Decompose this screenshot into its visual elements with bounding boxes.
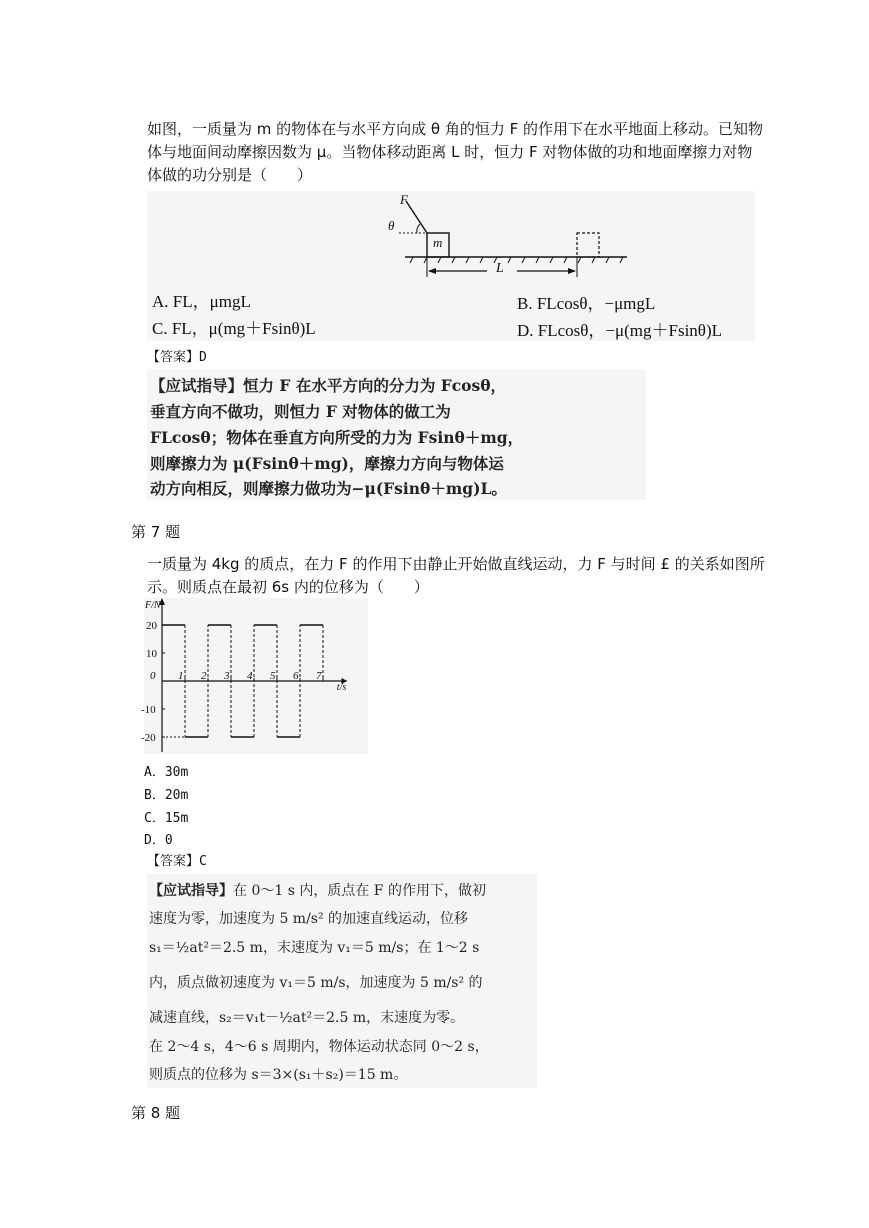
x-tick-label: 2: [201, 670, 207, 682]
q6-guide-line4: 则摩擦力为 μ(Fsinθ＋mg)，摩擦力方向与物体运: [150, 454, 504, 473]
y-tick-label: -20: [141, 732, 156, 744]
q6-force-arrow: [406, 201, 427, 233]
q7-stem-line1: 一质量为 4kg 的质点，在力 F 的作用下由静止开始做直线运动，力 F 与时间 £ 的关系如图所: [147, 555, 765, 573]
q7-guide-line4: 内，质点做初速度为 v₁＝5 m/s，加速度为 5 m/s² 的: [149, 975, 483, 991]
y-axis-label: F/N: [145, 600, 161, 611]
q7-stem-line2: 示。则质点在最初 6s 内的位移为（ ）: [147, 578, 429, 596]
q7-option-d: D．0: [144, 833, 173, 848]
q7-guide-line3: s₁＝½at²＝2.5 m，末速度为 v₁＝5 m/s；在 1～2 s: [149, 940, 480, 956]
q7-guide-line7: 则质点的位移为 s＝3×(s₁＋s₂)＝15 m。: [149, 1067, 408, 1083]
q7-answer: 【答案】C: [147, 854, 207, 869]
q6-stem-line1: 如图，一质量为 m 的物体在与水平方向成 θ 角的恒力 F 的作用下在水平地面上移动。已知物: [147, 120, 764, 138]
q6-stem-line2: 体与地面间动摩擦因数为 μ。当物体移动距离 L 时，恒力 F 对物体做的功和地面摩擦力对物: [147, 143, 753, 161]
q6-guide-line1: 恒力 F 在水平方向的分力为 Fcosθ，: [243, 376, 507, 395]
y-tick-label: 10: [146, 648, 157, 660]
q6-figure-scan: [147, 191, 755, 341]
q7-option-a: A．30m: [144, 765, 189, 780]
y-tick-label: -10: [141, 704, 156, 716]
q6-stem-line3: 体做的功分别是（ ）: [147, 166, 313, 184]
q7-guide-line2: 速度为零，加速度为 5 m/s² 的加速直线运动，位移: [149, 911, 469, 927]
q6-mass-label: m: [433, 235, 443, 250]
q7-guide-line1: 在 0～1 s 内，质点在 F 的作用下，做初: [233, 883, 486, 899]
q7-guide-scan: [147, 874, 537, 1088]
q7-option-b: B．20m: [144, 788, 189, 803]
q7-guide-line5: 减速直线，s₂＝v₁t－½at²＝2.5 m，末速度为零。: [149, 1010, 465, 1026]
x-tick-label: 5: [270, 670, 276, 682]
q7-guide-line6: 在 2～4 s，4～6 s 周期内，物体运动状态同 0～2 s，: [149, 1039, 489, 1055]
q6-option-d: D. FLcosθ，−μ(mg＋Fsinθ)L: [517, 321, 722, 340]
q6-option-c: C. FL，μ(mg＋Fsinθ)L: [152, 319, 316, 338]
x-tick-label: 1: [178, 670, 184, 682]
q6-option-b: B. FLcosθ，−μmgL: [517, 294, 656, 313]
x-tick-label: 6: [293, 670, 299, 682]
origin-label: 0: [150, 670, 156, 682]
q7-guide-title: 【应试指导】: [149, 883, 233, 899]
q6-guide-scan: [147, 369, 646, 500]
q6-answer: 【答案】D: [147, 350, 207, 365]
q6-guide-line2: 垂直方向不做功，则恒力 F 对物体的做工为: [150, 402, 451, 421]
q6-guide-title: 【应试指导】: [150, 376, 244, 395]
q7-force-time-chart: [141, 598, 368, 754]
q7-chart-scan: [141, 598, 368, 754]
q6-mass-block-final: [577, 233, 599, 257]
q6-guide-line3: FLcosθ；物体在垂直方向所受的力为 Fsinθ＋mg，: [150, 428, 524, 447]
x-tick-label: 3: [224, 670, 230, 682]
x-axis-label: t/s: [336, 682, 347, 693]
q6-distance-label: L: [496, 261, 504, 276]
x-tick-label: 4: [247, 670, 253, 682]
q6-force-label: F: [400, 192, 408, 207]
q8-heading: 第 8 题: [131, 1104, 181, 1122]
q6-angle-label: θ: [388, 218, 395, 233]
q7-heading: 第 7 题: [131, 523, 181, 541]
q7-option-c: C．15m: [144, 811, 189, 826]
x-tick-label: 7: [316, 670, 322, 682]
q6-option-a: A. FL，μmgL: [152, 292, 251, 311]
y-tick-label: 20: [146, 620, 157, 632]
q6-guide-line5: 动方向相反，则摩擦力做功为−μ(Fsinθ＋mg)L。: [150, 479, 507, 498]
